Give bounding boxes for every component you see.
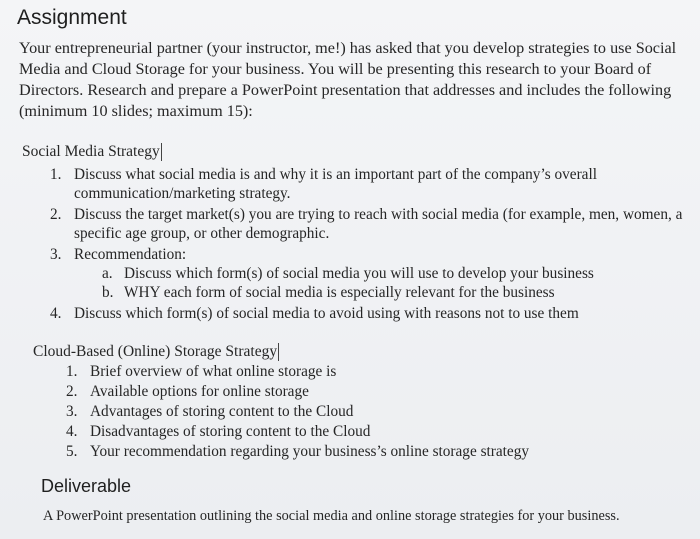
item-text: Discuss which form(s) of social media to avoid using with reasons not to use them	[74, 305, 579, 322]
cloud-storage-list	[62, 362, 662, 462]
list-item	[46, 304, 686, 323]
item-text: Discuss the target market(s) you are trying to reach with social media (for example, men, women, a specific age group, or other demographic.	[74, 206, 683, 242]
deliverable-text: A PowerPoint presentation outlining the social media and online storage strategies for your business.	[43, 508, 620, 524]
list-item	[46, 245, 686, 302]
page-title: Assignment	[17, 6, 127, 29]
item-number: 3.	[50, 246, 62, 263]
item-number: 4.	[50, 305, 62, 322]
list-item	[62, 422, 662, 441]
item-number: 4.	[66, 423, 78, 440]
cloud-storage-section-title: Cloud-Based (Online) Storage Strategy	[33, 343, 278, 360]
sub-item-letter: b.	[102, 284, 114, 301]
item-text: Discuss what social media is and why it is an important part of the company’s overall communication/marketing strategy.	[74, 166, 597, 202]
item-text: Your recommendation regarding your business’s online storage strategy	[90, 443, 529, 460]
intro-paragraph: Your entrepreneurial partner (your instructor, me!) has asked that you develop strategies to use Social Media and Cloud Storage for your business. You will be presenting this research to your Board of Directors. Research and prepare a PowerPoint presentation that addresses and includes the following (minimum 10 slides; maximum 15):	[19, 39, 677, 120]
item-text: Recommendation:	[74, 246, 187, 263]
list-item	[62, 402, 662, 421]
sub-item-text: Discuss which form(s) of social media you will use to develop your business	[124, 265, 594, 282]
item-number: 5.	[66, 443, 78, 460]
item-number: 1.	[50, 166, 62, 183]
item-text: Advantages of storing content to the Cloud	[90, 403, 354, 420]
list-item	[62, 382, 662, 401]
sub-list-item	[46, 283, 686, 302]
deliverable-title: Deliverable	[41, 476, 132, 496]
item-number: 3.	[66, 403, 78, 420]
sub-item-letter: a.	[102, 265, 113, 282]
sub-item-text: WHY each form of social media is especially relevant for the business	[124, 284, 555, 301]
item-number: 2.	[66, 383, 78, 400]
social-media-list	[46, 165, 686, 325]
social-media-section-title: Social Media Strategy	[22, 143, 160, 160]
item-text: Available options for online storage	[90, 383, 309, 400]
item-number: 1.	[66, 363, 78, 380]
recommendation-sublist	[74, 264, 686, 302]
sub-list-item	[46, 264, 686, 283]
item-number: 2.	[50, 206, 62, 223]
list-item	[46, 165, 686, 203]
item-text: Disadvantages of storing content to the Cloud	[90, 423, 371, 440]
item-text: Brief overview of what online storage is	[90, 363, 337, 380]
list-item	[46, 205, 686, 243]
list-item	[62, 362, 662, 381]
list-item	[62, 442, 662, 461]
